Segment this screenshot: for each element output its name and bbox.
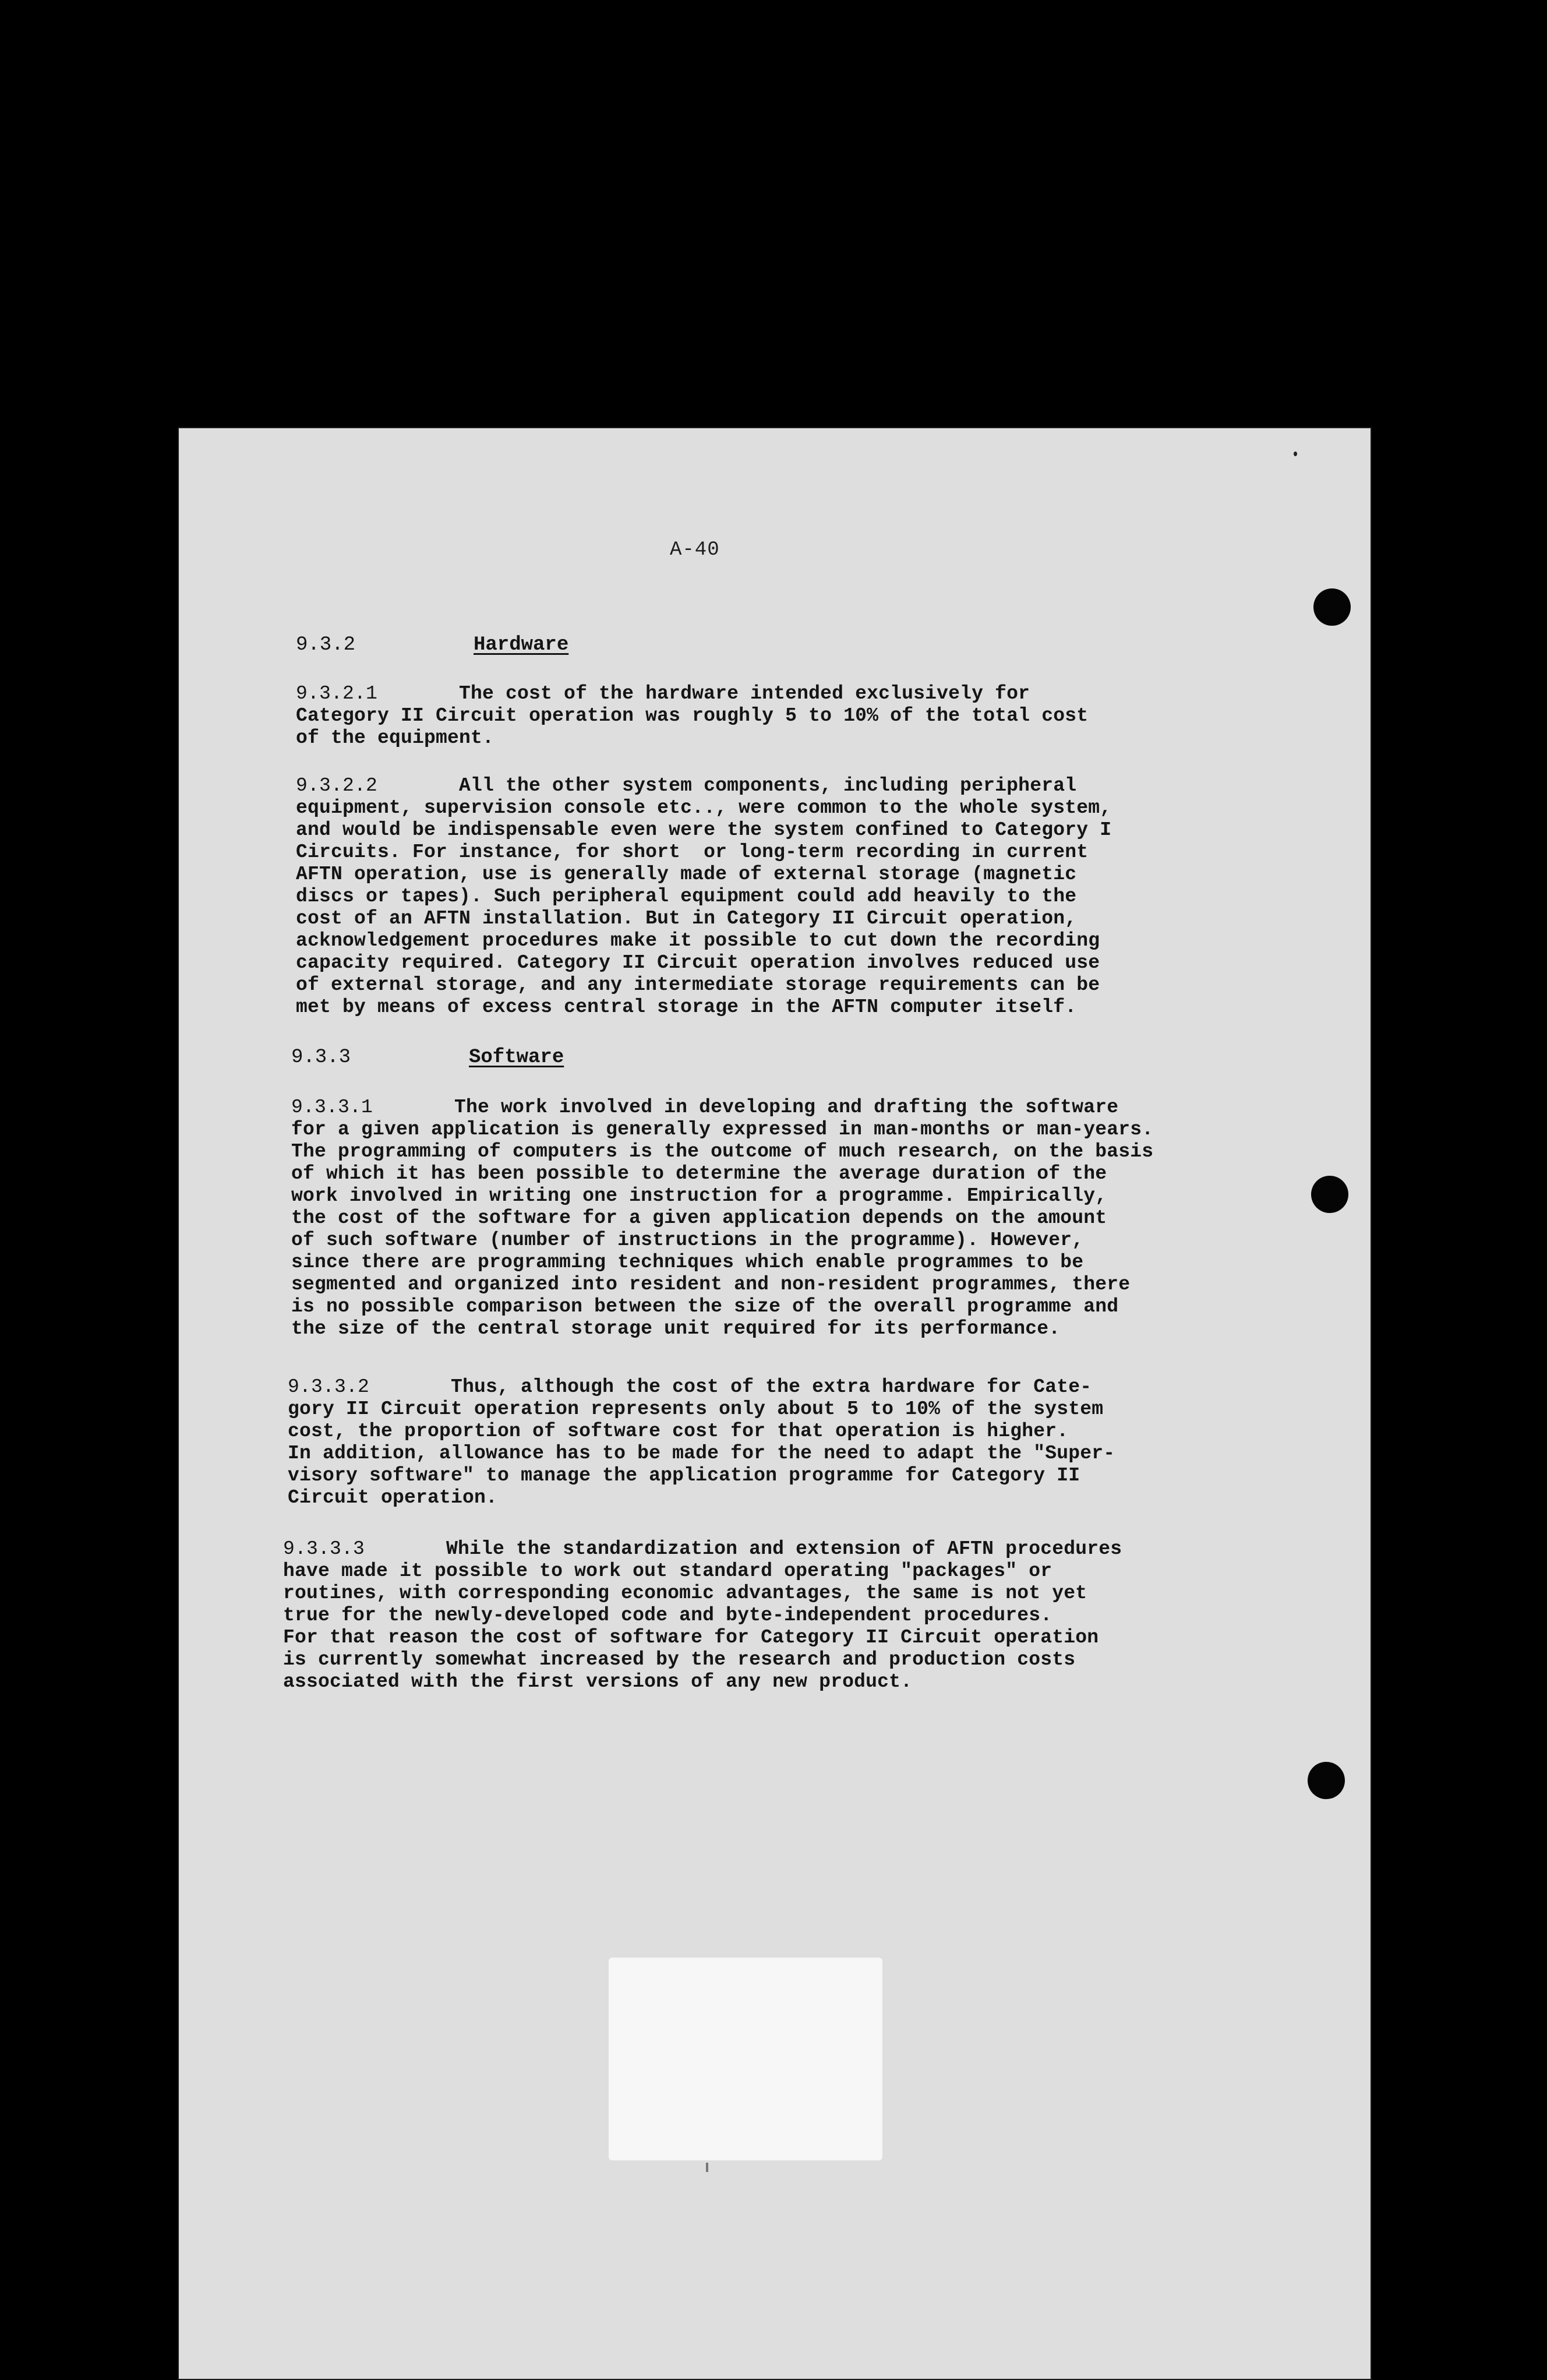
- section-title: Hardware: [474, 634, 569, 656]
- paragraph-line: cost, the proportion of software cost for that operation is higher.: [288, 1420, 1069, 1442]
- paragraph-line: since there are programming techniques which enable programmes to be: [291, 1251, 1084, 1273]
- paragraph-line: The work involved in developing and drafting the software: [454, 1096, 1119, 1118]
- paragraph-line: Category II Circuit operation was roughly 5 to 10% of the total cost: [296, 705, 1089, 727]
- section-number: 9.3.3: [291, 1046, 351, 1069]
- paragraph-line: capacity required. Category II Circuit operation involves reduced use: [296, 952, 1100, 974]
- paragraph-line: Circuits. For instance, for short or long-term recording in current: [296, 841, 1089, 863]
- paragraph-line: All the other system components, including peripheral: [459, 775, 1077, 796]
- paragraph-line: While the standardization and extension of AFTN procedures: [446, 1538, 1122, 1560]
- paragraph-line: met by means of excess central storage in the AFTN computer itself.: [296, 996, 1077, 1018]
- film-mark: [706, 2163, 708, 2172]
- punch-hole-bottom: [1308, 1762, 1345, 1799]
- paragraph-9-3-2-1: [296, 683, 1088, 749]
- paragraph-line: is no possible comparison between the size of the overall programme and: [291, 1296, 1119, 1317]
- paragraph-9-3-2-2: [296, 775, 1111, 1018]
- paragraph-line: Thus, although the cost of the extra hardware for Cate-: [451, 1376, 1092, 1398]
- paragraph-line: In addition, allowance has to be made for the need to adapt the "Super-: [288, 1443, 1115, 1464]
- paragraph-line: discs or tapes). Such peripheral equipment could add heavily to the: [296, 886, 1077, 907]
- paragraph-line: have made it possible to work out standard operating "packages" or: [283, 1560, 1052, 1582]
- paragraph-9-3-3-1: [291, 1096, 1153, 1340]
- paragraph-line: is currently somewhat increased by the research and production costs: [283, 1649, 1076, 1670]
- paragraph-line: visory software" to manage the application programme for Category II: [288, 1465, 1080, 1486]
- paragraph-line: acknowledgement procedures make it possible to cut down the recording: [296, 930, 1100, 951]
- paragraph-line: equipment, supervision console etc.., were common to the whole system,: [296, 797, 1112, 819]
- blank-slip: [609, 1958, 882, 2160]
- paragraph-9-3-3-2: [288, 1376, 1115, 1509]
- paragraph-line: cost of an AFTN installation. But in Category II Circuit operation,: [296, 908, 1077, 929]
- paragraph-line: Circuit operation.: [288, 1487, 498, 1508]
- paragraph-line: segmented and organized into resident and non-resident programmes, there: [291, 1274, 1131, 1295]
- paragraph-line: the cost of the software for a given application depends on the amount: [291, 1207, 1107, 1229]
- paragraph-line: of the equipment.: [296, 727, 495, 749]
- paragraph-line: of external storage, and any intermediate storage requirements can be: [296, 974, 1100, 996]
- page-speck: [1294, 452, 1297, 456]
- paragraph-number: 9.3.2.2: [296, 775, 378, 796]
- section-heading-hardware: [296, 634, 568, 656]
- paragraph-number: 9.3.3.3: [283, 1538, 365, 1560]
- page-number: A-40: [670, 539, 720, 561]
- paragraph-line: and would be indispensable even were the system confined to Category I: [296, 819, 1112, 841]
- punch-hole-top: [1313, 588, 1351, 626]
- paragraph-line: work involved in writing one instruction for a programme. Empirically,: [291, 1185, 1107, 1207]
- section-heading-software: [291, 1046, 564, 1069]
- paragraph-line: associated with the first versions of any new product.: [283, 1671, 913, 1693]
- paragraph-line: The programming of computers is the outcome of much research, on the basis: [291, 1141, 1154, 1162]
- punch-hole-middle: [1311, 1176, 1348, 1213]
- paragraph-line: of which it has been possible to determine the average duration of the: [291, 1163, 1107, 1184]
- paragraph-line: routines, with corresponding economic advantages, the same is not yet: [283, 1582, 1087, 1604]
- paragraph-line: the size of the central storage unit required for its performance.: [291, 1318, 1061, 1339]
- paragraph-line: gory II Circuit operation represents only about 5 to 10% of the system: [288, 1398, 1104, 1420]
- paragraph-number: 9.3.3.1: [291, 1096, 373, 1118]
- paragraph-number: 9.3.3.2: [288, 1376, 370, 1398]
- paragraph-line: of such software (number of instructions in the programme). However,: [291, 1229, 1084, 1251]
- section-title: Software: [469, 1046, 564, 1069]
- paragraph-number: 9.3.2.1: [296, 683, 378, 704]
- section-number: 9.3.2: [296, 634, 356, 656]
- paragraph-line: for a given application is generally expressed in man-months or man-years.: [291, 1119, 1154, 1140]
- paragraph-line: AFTN operation, use is generally made of external storage (magnetic: [296, 863, 1077, 885]
- paragraph-line: For that reason the cost of software for Category II Circuit operation: [283, 1627, 1099, 1648]
- paragraph-line: The cost of the hardware intended exclusively for: [459, 683, 1030, 704]
- paragraph-line: true for the newly-developed code and byte-independent procedures.: [283, 1605, 1052, 1626]
- paragraph-9-3-3-3: [283, 1538, 1122, 1693]
